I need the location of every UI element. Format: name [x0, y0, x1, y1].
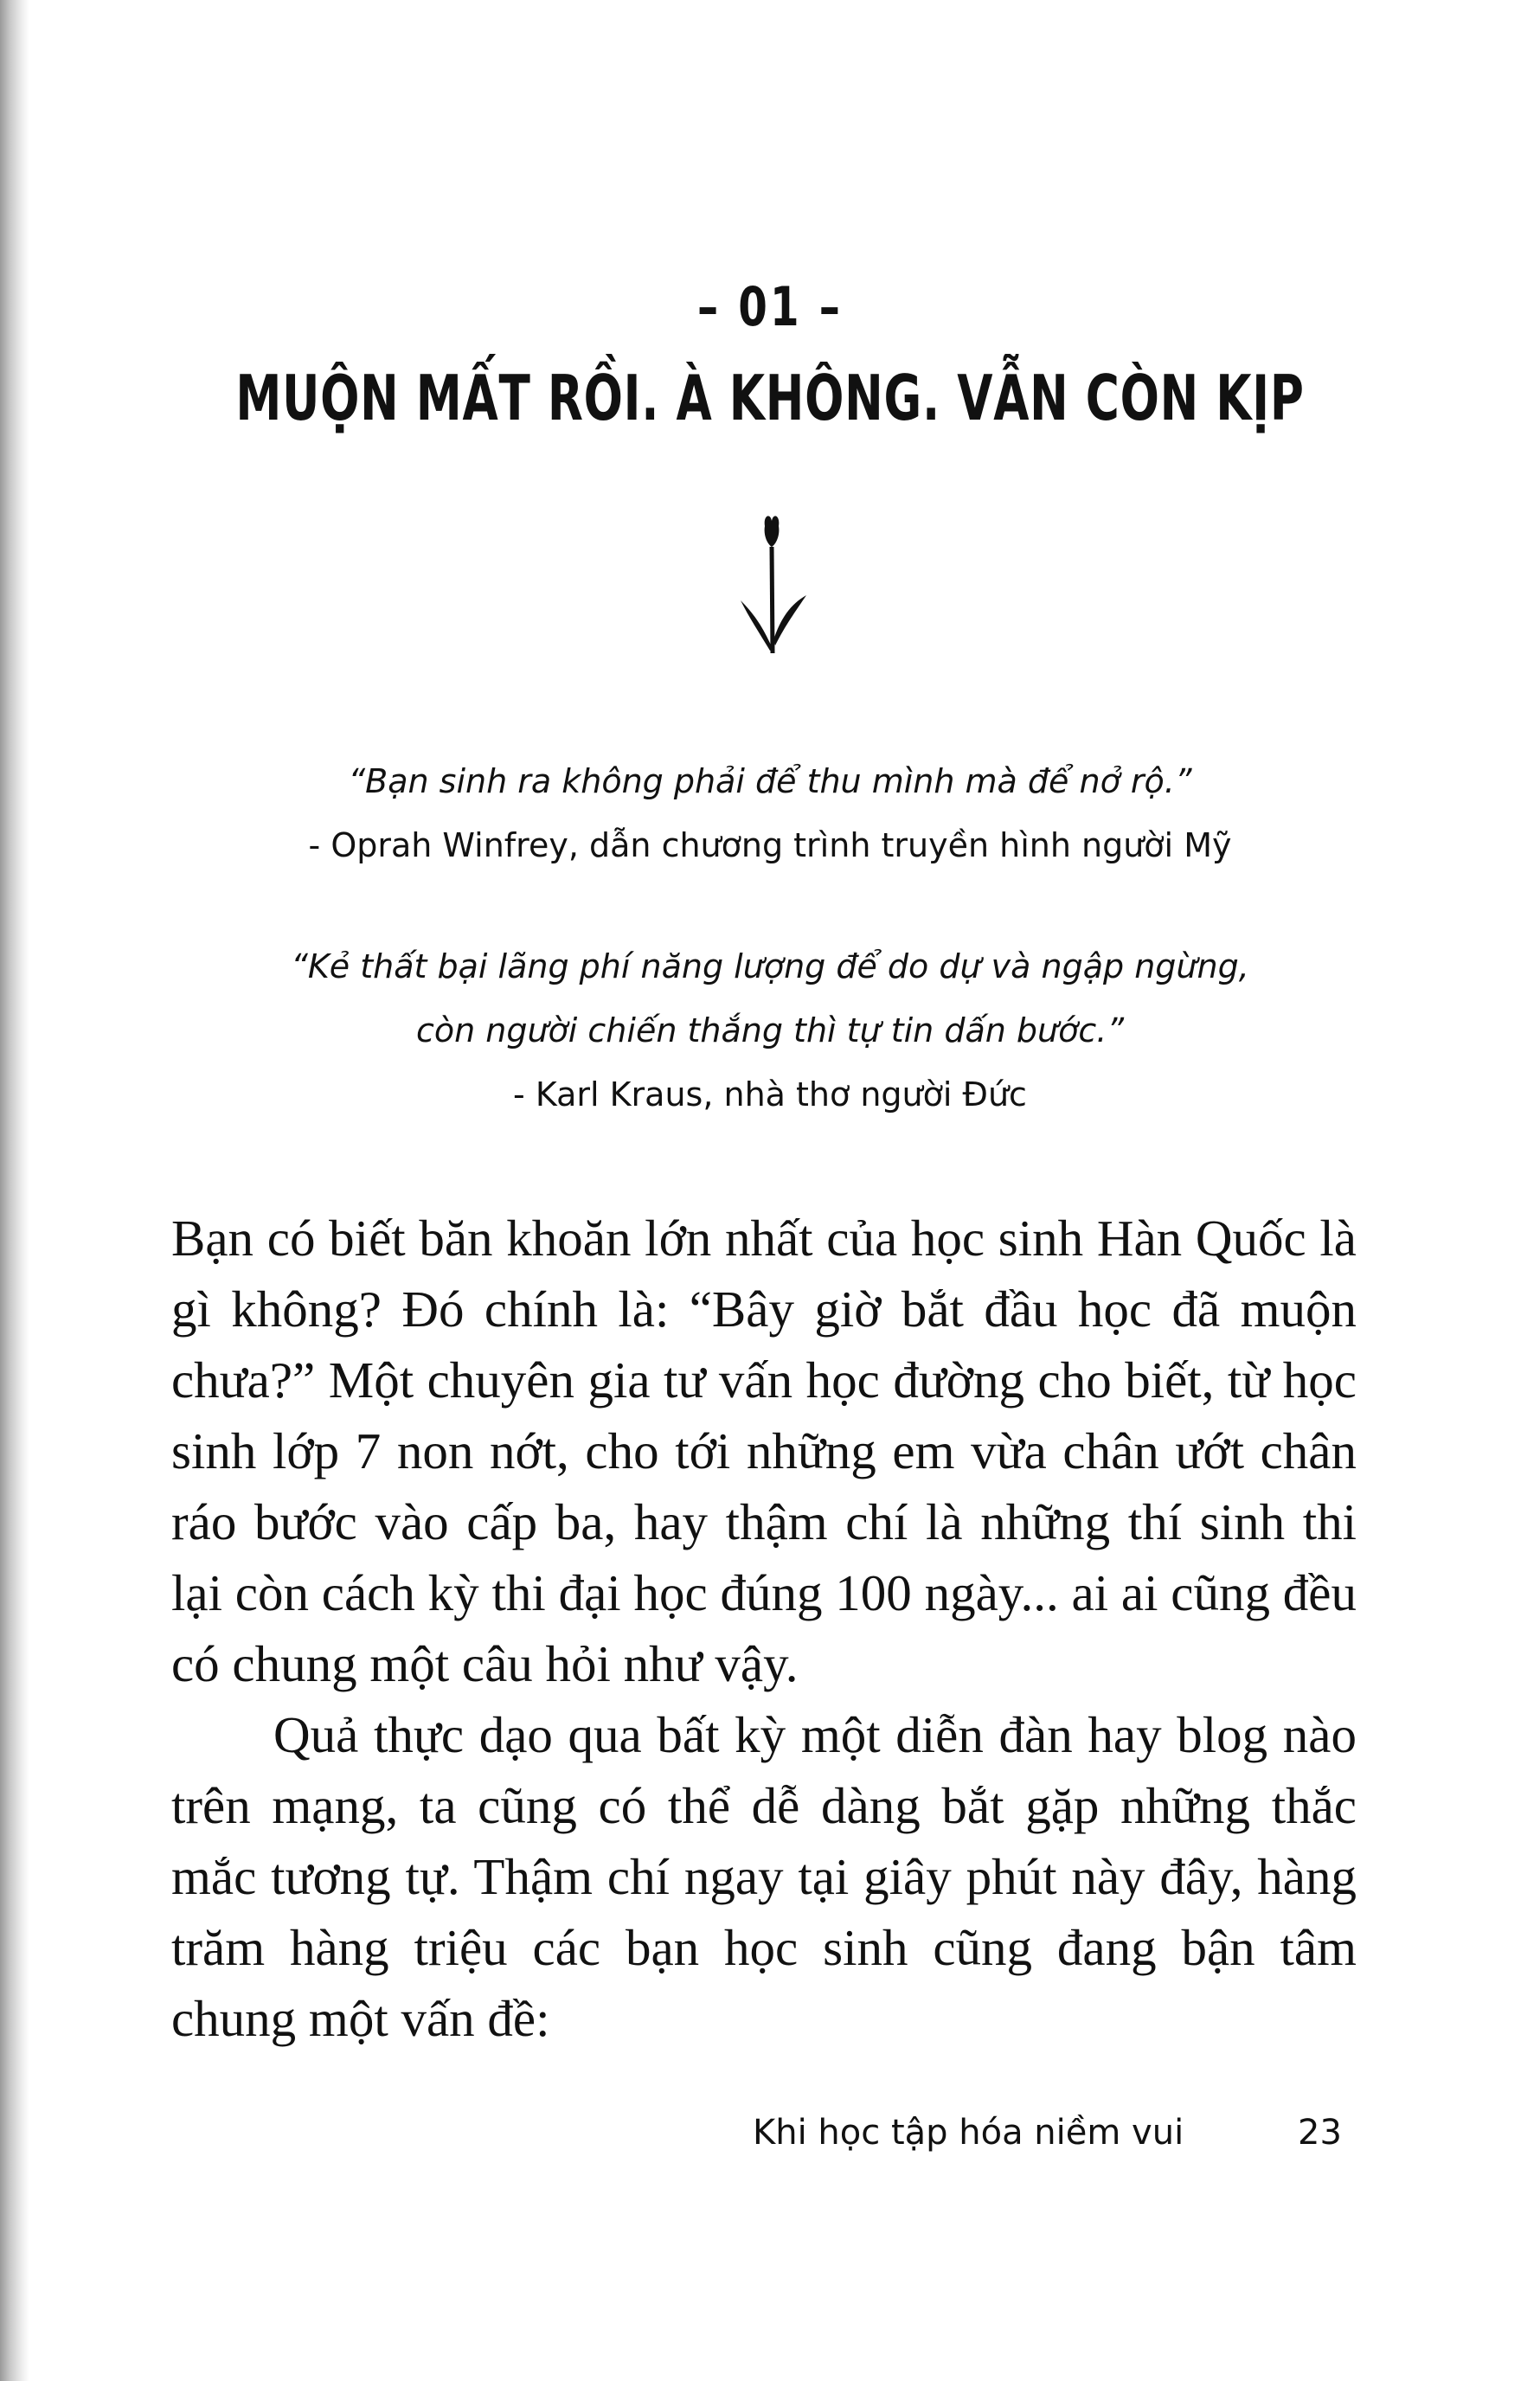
tulip-icon [720, 510, 824, 658]
page-edge-shadow [0, 0, 29, 2381]
body-text [171, 1203, 1357, 2054]
chapter-number: – 01 – [696, 275, 844, 338]
quote-block [0, 749, 1540, 877]
page-number: 23 [1298, 2113, 1342, 2153]
footer-book-title: Khi học tập hóa niềm vui [753, 2113, 1184, 2153]
quote-text: còn người chiến thắng thì tự tin dấn bước.” [415, 1011, 1125, 1049]
paragraph: Bạn có biết băn khoăn lớn nhất của học sinh Hàn Quốc là gì không? Đó chính là: “Bây giờ bắt đầu học đã muộn chưa?” Một chuyên gia tư vấn học đường cho biết, từ học sinh lớp 7 non nớt, cho tới những em vừa chân ướt chân ráo bước vào cấp ba, hay thậm chí là những thí sinh thi lại còn cách kỳ thi đại học đúng 100 ngày... ai ai cũng đều có chung một câu hỏi như vậy. [171, 1210, 1357, 1692]
quote-text: “Bạn sinh ra không phải để thu mình mà để nở rộ.” [348, 762, 1192, 800]
chapter-title: MUỘN MẤT RỒI. À KHÔNG. VẪN CÒN KỊP [235, 362, 1305, 434]
quote-block [0, 934, 1540, 1126]
quote-text: “Kẻ thất bại lãng phí năng lượng để do dự và ngập ngừng, [291, 947, 1249, 985]
quote-author: - Oprah Winfrey, dẫn chương trình truyền hình người Mỹ [308, 826, 1232, 864]
paragraph: Quả thực dạo qua bất kỳ một diễn đàn hay blog nào trên mạng, ta cũng có thể dễ dàng bắt gặp những thắc mắc tương tự. Thậm chí ngay tại giây phút này đây, hàng trăm hàng triệu các bạn học sinh cũng đang bận tâm chung một vấn đề: [171, 1706, 1357, 2047]
quote-author: - Karl Kraus, nhà thơ người Đức [513, 1075, 1027, 1113]
